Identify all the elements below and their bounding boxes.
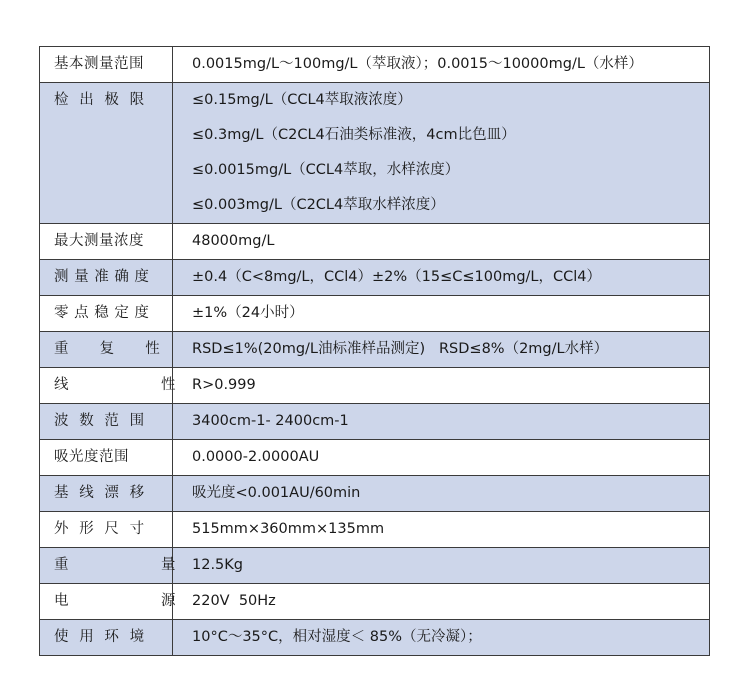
spec-row bbox=[40, 476, 710, 512]
spec-value: 3400cm-1- 2400cm-1 bbox=[192, 413, 349, 429]
spec-value: ≤0.15mg/L（CCL4萃取液浓度） bbox=[192, 92, 412, 108]
spec-row bbox=[40, 83, 710, 224]
spec-row bbox=[40, 440, 710, 476]
spec-value-cell bbox=[173, 512, 710, 548]
spec-value-cell bbox=[173, 260, 710, 296]
spec-value: 515mm×360mm×135mm bbox=[192, 521, 385, 537]
spec-value: 220V 50Hz bbox=[192, 593, 276, 609]
spec-value: 10°C～35°C，相对湿度＜ 85%（无冷凝）； bbox=[192, 629, 482, 645]
spec-value-cell bbox=[173, 404, 710, 440]
spec-value: 吸光度<0.001AU/60min bbox=[192, 485, 361, 501]
spec-row bbox=[40, 224, 710, 260]
spec-row bbox=[40, 260, 710, 296]
spec-value: ≤0.0015mg/L（CCL4萃取，水样浓度） bbox=[192, 162, 460, 178]
spec-row bbox=[40, 47, 710, 83]
spec-table-body bbox=[40, 47, 710, 656]
spec-value: RSD≤1%(20mg/L油标准样品测定) RSD≤8%（2mg/L水样） bbox=[192, 341, 609, 357]
spec-label: 外 形 尺 寸 bbox=[40, 512, 173, 548]
spec-label: 基本测量范围 bbox=[40, 47, 173, 83]
spec-value: ≤0.3mg/L（C2CL4石油类标准液，4cm比色皿） bbox=[192, 127, 516, 143]
spec-value-cell bbox=[173, 548, 710, 584]
spec-label: 使 用 环 境 bbox=[40, 620, 173, 656]
spec-row bbox=[40, 512, 710, 548]
spec-table bbox=[39, 46, 710, 656]
spec-value-cell bbox=[173, 620, 710, 656]
spec-label: 零 点 稳 定 度 bbox=[40, 296, 173, 332]
spec-row bbox=[40, 620, 710, 656]
spec-value: 12.5Kg bbox=[192, 557, 243, 573]
spec-label: 重 复 性 bbox=[40, 332, 173, 368]
spec-label: 线 性 bbox=[40, 368, 173, 404]
spec-row bbox=[40, 332, 710, 368]
spec-value-cell bbox=[173, 476, 710, 512]
spec-row bbox=[40, 404, 710, 440]
spec-label: 波 数 范 围 bbox=[40, 404, 173, 440]
spec-label: 最大测量浓度 bbox=[40, 224, 173, 260]
spec-label: 基 线 漂 移 bbox=[40, 476, 173, 512]
spec-row bbox=[40, 368, 710, 404]
spec-label: 重 量 bbox=[40, 548, 173, 584]
spec-row bbox=[40, 296, 710, 332]
spec-label: 电 源 bbox=[40, 584, 173, 620]
spec-label: 测 量 准 确 度 bbox=[40, 260, 173, 296]
spec-value-cell bbox=[173, 224, 710, 260]
spec-value-cell bbox=[173, 83, 710, 224]
spec-value: ±0.4（C<8mg/L，CCl4）±2%（15≤C≤100mg/L，CCl4） bbox=[192, 269, 602, 285]
spec-value-cell bbox=[173, 584, 710, 620]
spec-row bbox=[40, 548, 710, 584]
spec-label: 吸光度范围 bbox=[40, 440, 173, 476]
spec-value: 0.0015mg/L～100mg/L（萃取液）；0.0015～10000mg/L（水样） bbox=[192, 56, 643, 72]
spec-value: ≤0.003mg/L（C2CL4萃取水样浓度） bbox=[192, 197, 445, 213]
spec-value-cell bbox=[173, 440, 710, 476]
spec-value: ±1%（24小时） bbox=[192, 305, 304, 321]
spec-label: 检 出 极 限 bbox=[40, 83, 173, 224]
spec-row bbox=[40, 584, 710, 620]
spec-value-cell bbox=[173, 296, 710, 332]
spec-value: R>0.999 bbox=[192, 377, 256, 393]
spec-value-cell bbox=[173, 47, 710, 83]
spec-value: 48000mg/L bbox=[192, 233, 275, 249]
spec-value: 0.0000-2.0000AU bbox=[192, 449, 320, 465]
spec-value-cell bbox=[173, 332, 710, 368]
spec-value-cell bbox=[173, 368, 710, 404]
